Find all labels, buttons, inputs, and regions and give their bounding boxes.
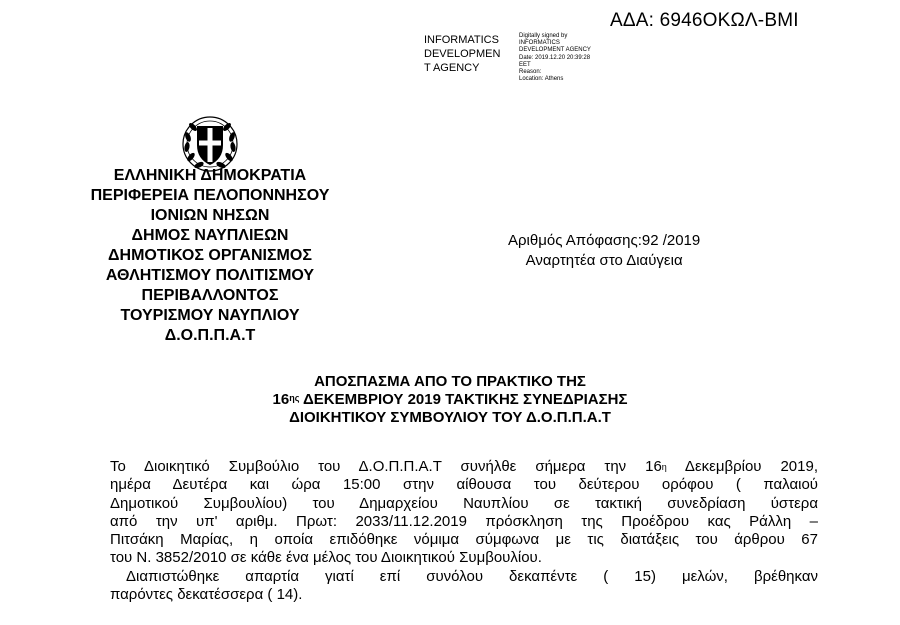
body-line: Διαπιστώθηκε απαρτία γιατί επί συνόλου δεκαπέντε ( 15) μελών, βρέθηκαν bbox=[126, 567, 818, 585]
title-date-rest: ΔΕΚΕΜΒΡΙΟΥ 2019 ΤΑΚΤΙΚΗΣ ΣΥΝΕΔΡΙΑΣΗΣ bbox=[299, 391, 628, 408]
title-ordinal-suffix: ης bbox=[289, 393, 300, 403]
issuer-line: ΠΕΡΙΦΕΡΕΙΑ ΠΕΛΟΠΟΝΝΗΣΟΥ bbox=[90, 187, 330, 204]
issuer-line: ΑΘΛΗΤΙΣΜΟΥ ΠΟΛΙΤΙΣΜΟΥ bbox=[105, 267, 315, 284]
signature-detail-line: INFORMATICS bbox=[519, 40, 560, 47]
body-line: Πιτσάκη Μαρίας, η οποία επιδόθηκε νόμιμα σύμφωνα με τις διατάξεις του άρθρου 67 bbox=[110, 531, 818, 549]
body-text: Δεκεμβρίου 2019, bbox=[666, 458, 818, 475]
title-line: ΑΠΟΣΠΑΣΜΑ ΑΠΟ ΤΟ ΠΡΑΚΤΙΚΟ ΤΗΣ bbox=[314, 373, 586, 390]
signature-detail-line: Digitally signed by bbox=[519, 33, 568, 39]
issuer-line: ΔΗΜΟΤΙΚΟΣ ΟΡΓΑΝΙΣΜΟΣ bbox=[108, 247, 312, 264]
signature-organization bbox=[424, 33, 500, 75]
body-line: του Ν. 3852/2010 σε κάθε ένα μέλος του Διοικητικού Συμβουλίου. bbox=[110, 549, 542, 567]
body-line: Δημοτικού Συμβουλίου) του Δημαρχείου Ναυπλίου σε τακτική συνεδρίαση ύστερα bbox=[110, 494, 818, 512]
signature-org-line: INFORMATICS bbox=[424, 34, 499, 46]
signature-org-line: DEVELOPMEN bbox=[424, 48, 501, 60]
posting-note: Αναρτητέα στο Διαύγεια bbox=[525, 252, 683, 269]
signature-details bbox=[519, 33, 591, 83]
signature-detail-line: EET bbox=[519, 61, 531, 68]
signature-detail-line: Location: Athens bbox=[519, 76, 564, 83]
ada-code: ΑΔΑ: 6946ΟΚΩΛ-ΒΜΙ bbox=[610, 10, 799, 31]
issuer-line: ΔΗΜΟΣ ΝΑΥΠΛΙΕΩΝ bbox=[131, 227, 289, 244]
body-line: από την υπ' αριθμ. Πρωτ: 2033/11.12.2019 πρόσκληση της Προέδρου κας Ράλλη – bbox=[110, 512, 818, 530]
body-line: παρόντες δεκατέσσερα ( 14). bbox=[110, 586, 303, 604]
issuer-header bbox=[60, 166, 360, 346]
title-line bbox=[0, 391, 900, 409]
issuer-line: ΙΟΝΙΩΝ ΝΗΣΩΝ bbox=[150, 207, 270, 224]
signature-org-line: T AGENCY bbox=[424, 62, 480, 74]
document-body bbox=[110, 458, 818, 604]
document-title bbox=[0, 373, 900, 427]
issuer-line: ΕΛΛΗΝΙΚΗ ΔΗΜΟΚΡΑΤΙΑ bbox=[113, 167, 307, 184]
issuer-line: ΤΟΥΡΙΣΜΟΥ ΝΑΥΠΛΙΟΥ bbox=[120, 307, 300, 324]
ordinal-suffix: η bbox=[661, 462, 667, 472]
body-line: ημέρα Δευτέρα και ώρα 15:00 στην αίθουσα του δεύτερου ορόφου ( παλαιού bbox=[110, 476, 818, 494]
signature-detail-line: Reason: bbox=[519, 69, 542, 76]
issuer-line: ΠΕΡΙΒΑΛΛΟΝΤΟΣ bbox=[141, 287, 279, 304]
signature-detail-line: Date: 2019.12.20 20:39:28 bbox=[519, 54, 591, 61]
title-line: ΔΙΟΙΚΗΤΙΚΟΥ ΣΥΜΒΟΥΛΙΟΥ ΤΟΥ Δ.Ο.Π.Π.Α.Τ bbox=[289, 409, 611, 426]
body-text: Το Διοικητικό Συμβούλιο του Δ.Ο.Π.Π.Α.Τ συνήλθε σήμερα την 16 bbox=[110, 458, 662, 475]
body-line bbox=[110, 458, 818, 476]
greek-coat-of-arms-icon bbox=[180, 113, 240, 173]
decision-info bbox=[508, 231, 700, 271]
title-date-number: 16 bbox=[272, 391, 290, 408]
signature-detail-line: DEVELOPMENT AGENCY bbox=[519, 47, 591, 54]
issuer-line: Δ.Ο.Π.Π.Α.Τ bbox=[164, 327, 256, 344]
decision-number: Αριθμός Απόφασης:92 /2019 bbox=[508, 232, 701, 249]
